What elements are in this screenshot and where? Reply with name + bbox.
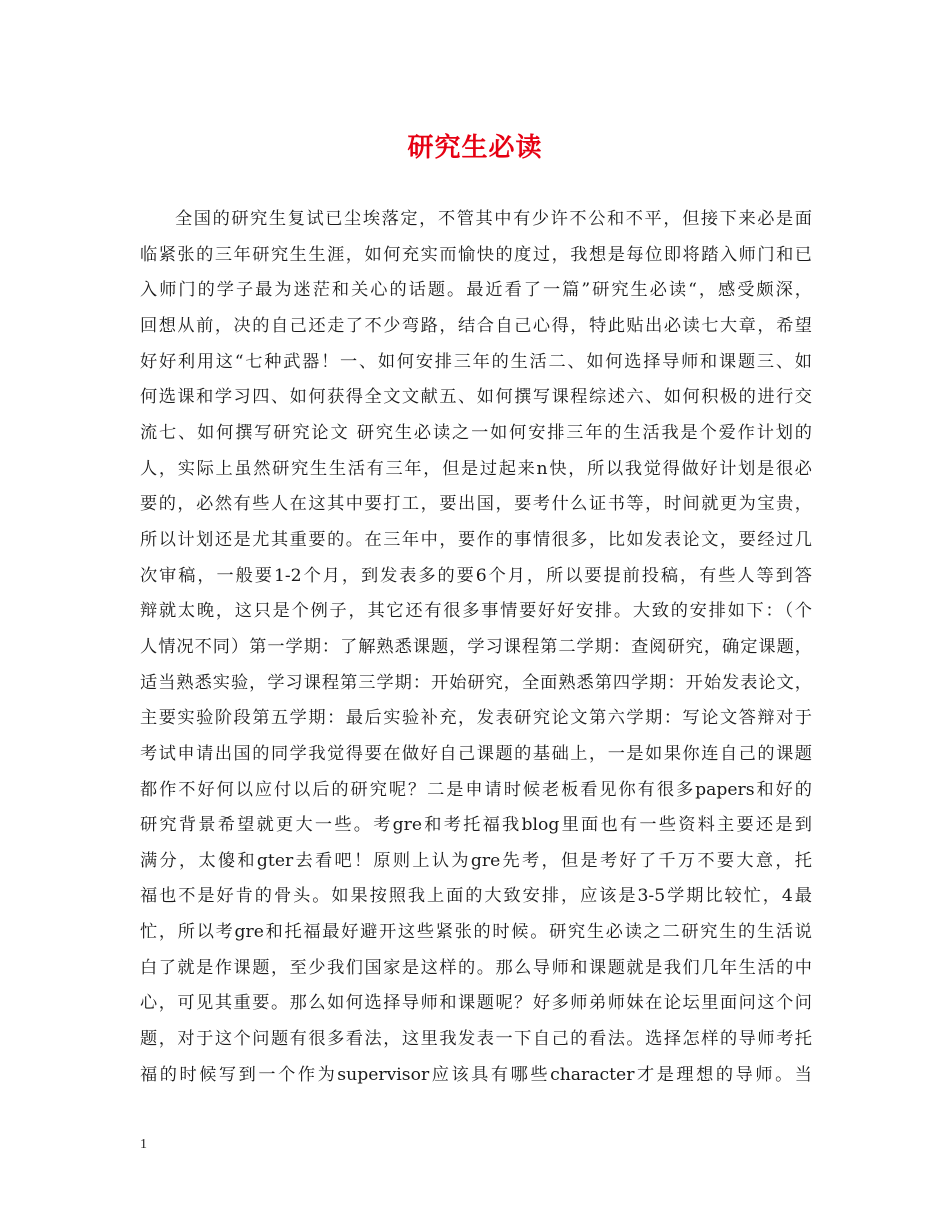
text-line: 所以计划还是尤其重要的。在三年中，要作的事情很多，比如发表论文，要经过几	[140, 529, 812, 550]
text-line: 入师门的学子最为迷茫和关心的话题。最近看了一篇”研究生必读“，感受颇深，	[140, 280, 812, 301]
text-line: 全国的研究生复试已尘埃落定，不管其中有少许不公和不平，但接下来必是面	[175, 209, 812, 229]
text-line: 要的，必然有些人在这其中要打工，要出国，要考什么证书等，时间就更为宝贵，	[140, 494, 812, 515]
text-line: 题，对于这个问题有很多看法，这里我发表一下自己的看法。选择怎样的导师考托	[140, 1029, 812, 1050]
document-title: 研究生必读	[407, 133, 543, 163]
text-line: 次审稿，一般要1-2个月，到发表多的要6个月，所以要提前投稿，有些人等到答	[140, 565, 812, 586]
text-line: 临紧张的三年研究生生涯，如何充实而愉快的度过，我想是每位即将踏入师门和已	[140, 244, 812, 265]
text-line: 人，实际上虽然研究生生活有三年，但是过起来n快，所以我觉得做好计划是很必	[140, 458, 812, 479]
text-line: 研究背景希望就更大一些。考gre和考托福我blog里面也有一些资料主要还是到	[140, 815, 812, 836]
text-line: 适当熟悉实验，学习课程第三学期：开始研究，全面熟悉第四学期：开始发表论文，	[140, 672, 812, 693]
text-line: 考试申请出国的同学我觉得要在做好自己课题的基础上，一是如果你连自己的课题	[140, 743, 812, 764]
text-line: 辩就太晚，这只是个例子，其它还有很多事情要好好安排。大致的安排如下：（个	[140, 601, 812, 622]
text-line: 福的时候写到一个作为supervisor应该具有哪些character才是理想的导师。当	[140, 1064, 812, 1085]
text-line: 心，可见其重要。那么如何选择导师和课题呢？好多师弟师妹在论坛里面问这个问	[140, 993, 812, 1014]
text-line: 人情况不同）第一学期：了解熟悉课题，学习课程第二学期：查阅研究，确定课题，	[140, 636, 812, 657]
text-line: 都作不好何以应付以后的研究呢？二是申请时候老板看见你有很多papers和好的	[140, 779, 812, 800]
text-line: 回想从前，决的自己还走了不少弯路，结合自己心得，特此贴出必读七大章，希望	[140, 315, 812, 336]
text-line: 白了就是作课题，至少我们国家是这样的。那么导师和课题就是我们几年生活的中	[140, 957, 812, 978]
text-line: 满分，太傻和gter去看吧！原则上认为gre先考，但是考好了千万不要大意，托	[140, 850, 812, 871]
page-number: 1	[140, 1137, 147, 1152]
text-line: 何选课和学习四、如何获得全文文献五、如何撰写课程综述六、如何积极的进行交	[140, 387, 812, 408]
text-line: 忙，所以考gre和托福最好避开这些紧张的时候。研究生必读之二研究生的生活说	[140, 922, 812, 943]
text-line: 流七、如何撰写研究论文 研究生必读之一如何安排三年的生活我是个爱作计划的	[140, 422, 812, 443]
body-paragraph	[140, 202, 812, 1093]
text-line: 福也不是好肯的骨头。如果按照我上面的大致安排，应该是3-5学期比较忙，4最	[140, 886, 812, 907]
text-line: 主要实验阶段第五学期：最后实验补充，发表研究论文第六学期：写论文答辩对于	[140, 708, 812, 729]
text-line: 好好利用这“七种武器！一、如何安排三年的生活二、如何选择导师和课题三、如	[140, 351, 812, 372]
